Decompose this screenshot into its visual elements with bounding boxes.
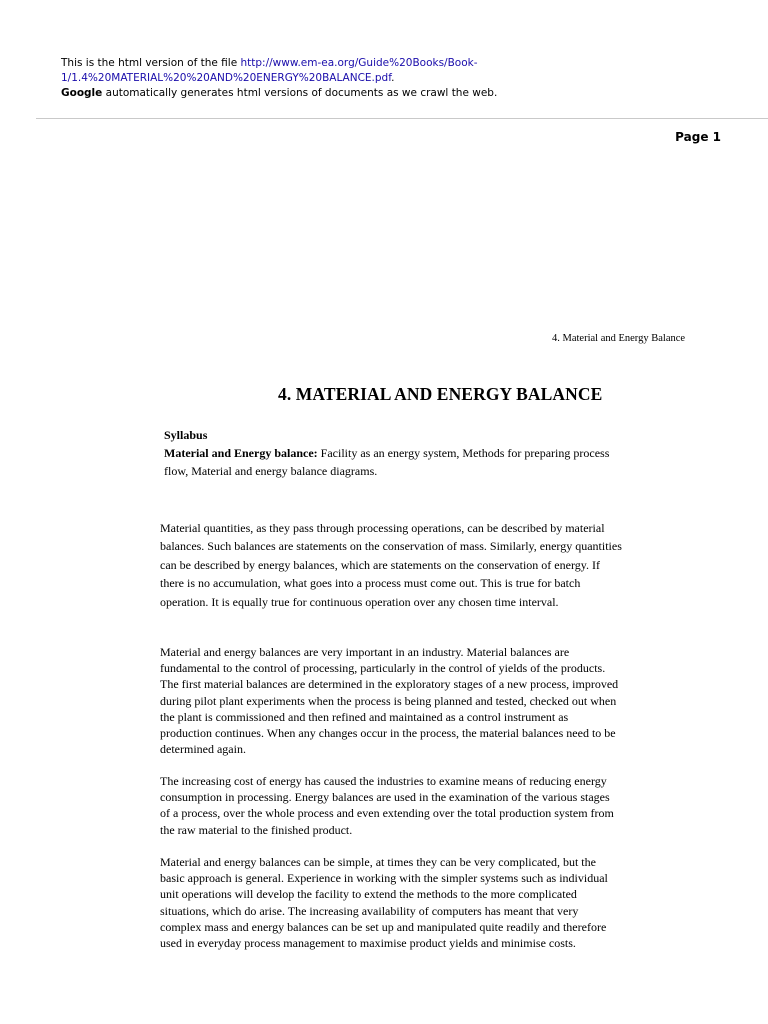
notice-dot: .: [391, 72, 395, 84]
body-paragraph: Material quantities, as they pass through processing operations, can be described by material balances. Such balances are statements on the conservation of mass. Similarly, energy quantities can be described by energy balances, which are statements on the conservation of energy. If there is no accumulation, what goes into a process must come out. This is true for batch operation. It is equally true for continuous operation over any chosen time interval.: [160, 521, 622, 609]
body-paragraph: Material and energy balances are very important in an industry. Material balances are fundamental to the control of processing, particularly in the control of yields of the products. The first material balances are determined in the exploratory stages of a new process, improved during pilot plant experiments when the process is being planned and tested, checked out when the plant is commissioned and then refined and maintained as a control instrument as production continues. When any changes occur in the process, the material balances need to be determined again.: [160, 645, 619, 757]
notice-prefix: This is the html version of the file: [61, 57, 241, 69]
source-pdf-link[interactable]: http://www.em-ea.org/Guide%20Books/Book-1/1.4%20MATERIAL%20%20AND%20ENERGY%20BALANCE.pdf: [61, 57, 478, 84]
page-number-label: Page 1: [675, 130, 721, 144]
syllabus-heading: Syllabus: [164, 428, 208, 442]
header-separator: [36, 118, 768, 119]
document-title: 4. MATERIAL AND ENERGY BALANCE: [278, 384, 603, 404]
syllabus-block: [164, 426, 624, 480]
syllabus-lead: Material and Energy balance:: [164, 446, 318, 460]
google-cache-notice: [61, 56, 721, 101]
syllabus-text: Facility as an energy system, Methods for preparing process flow, Material and energy balance diagrams.: [164, 446, 610, 478]
running-header: 4. Material and Energy Balance: [552, 333, 686, 344]
body-paragraph: Material and energy balances can be simple, at times they can be very complicated, but the basic approach is general. Experience in working with the simpler systems such as individual unit operations will develop the facility to extend the methods to the more complicated situations, which do arise. The increasing availability of computers has meant that very complex mass and energy balances can be set up and manipulated quite readily and therefore used in everyday process management to maximise product yields and minimise costs.: [160, 855, 608, 951]
notice-suffix: automatically generates html versions of documents as we crawl the web.: [102, 87, 498, 99]
google-brand: Google: [61, 87, 103, 99]
body-paragraph: The increasing cost of energy has caused the industries to examine means of reducing energy consumption in processing. Energy balances are used in the examination of the various stages of a process, over the whole process and even extending over the total production system from the raw material to the finished product.: [160, 774, 614, 837]
